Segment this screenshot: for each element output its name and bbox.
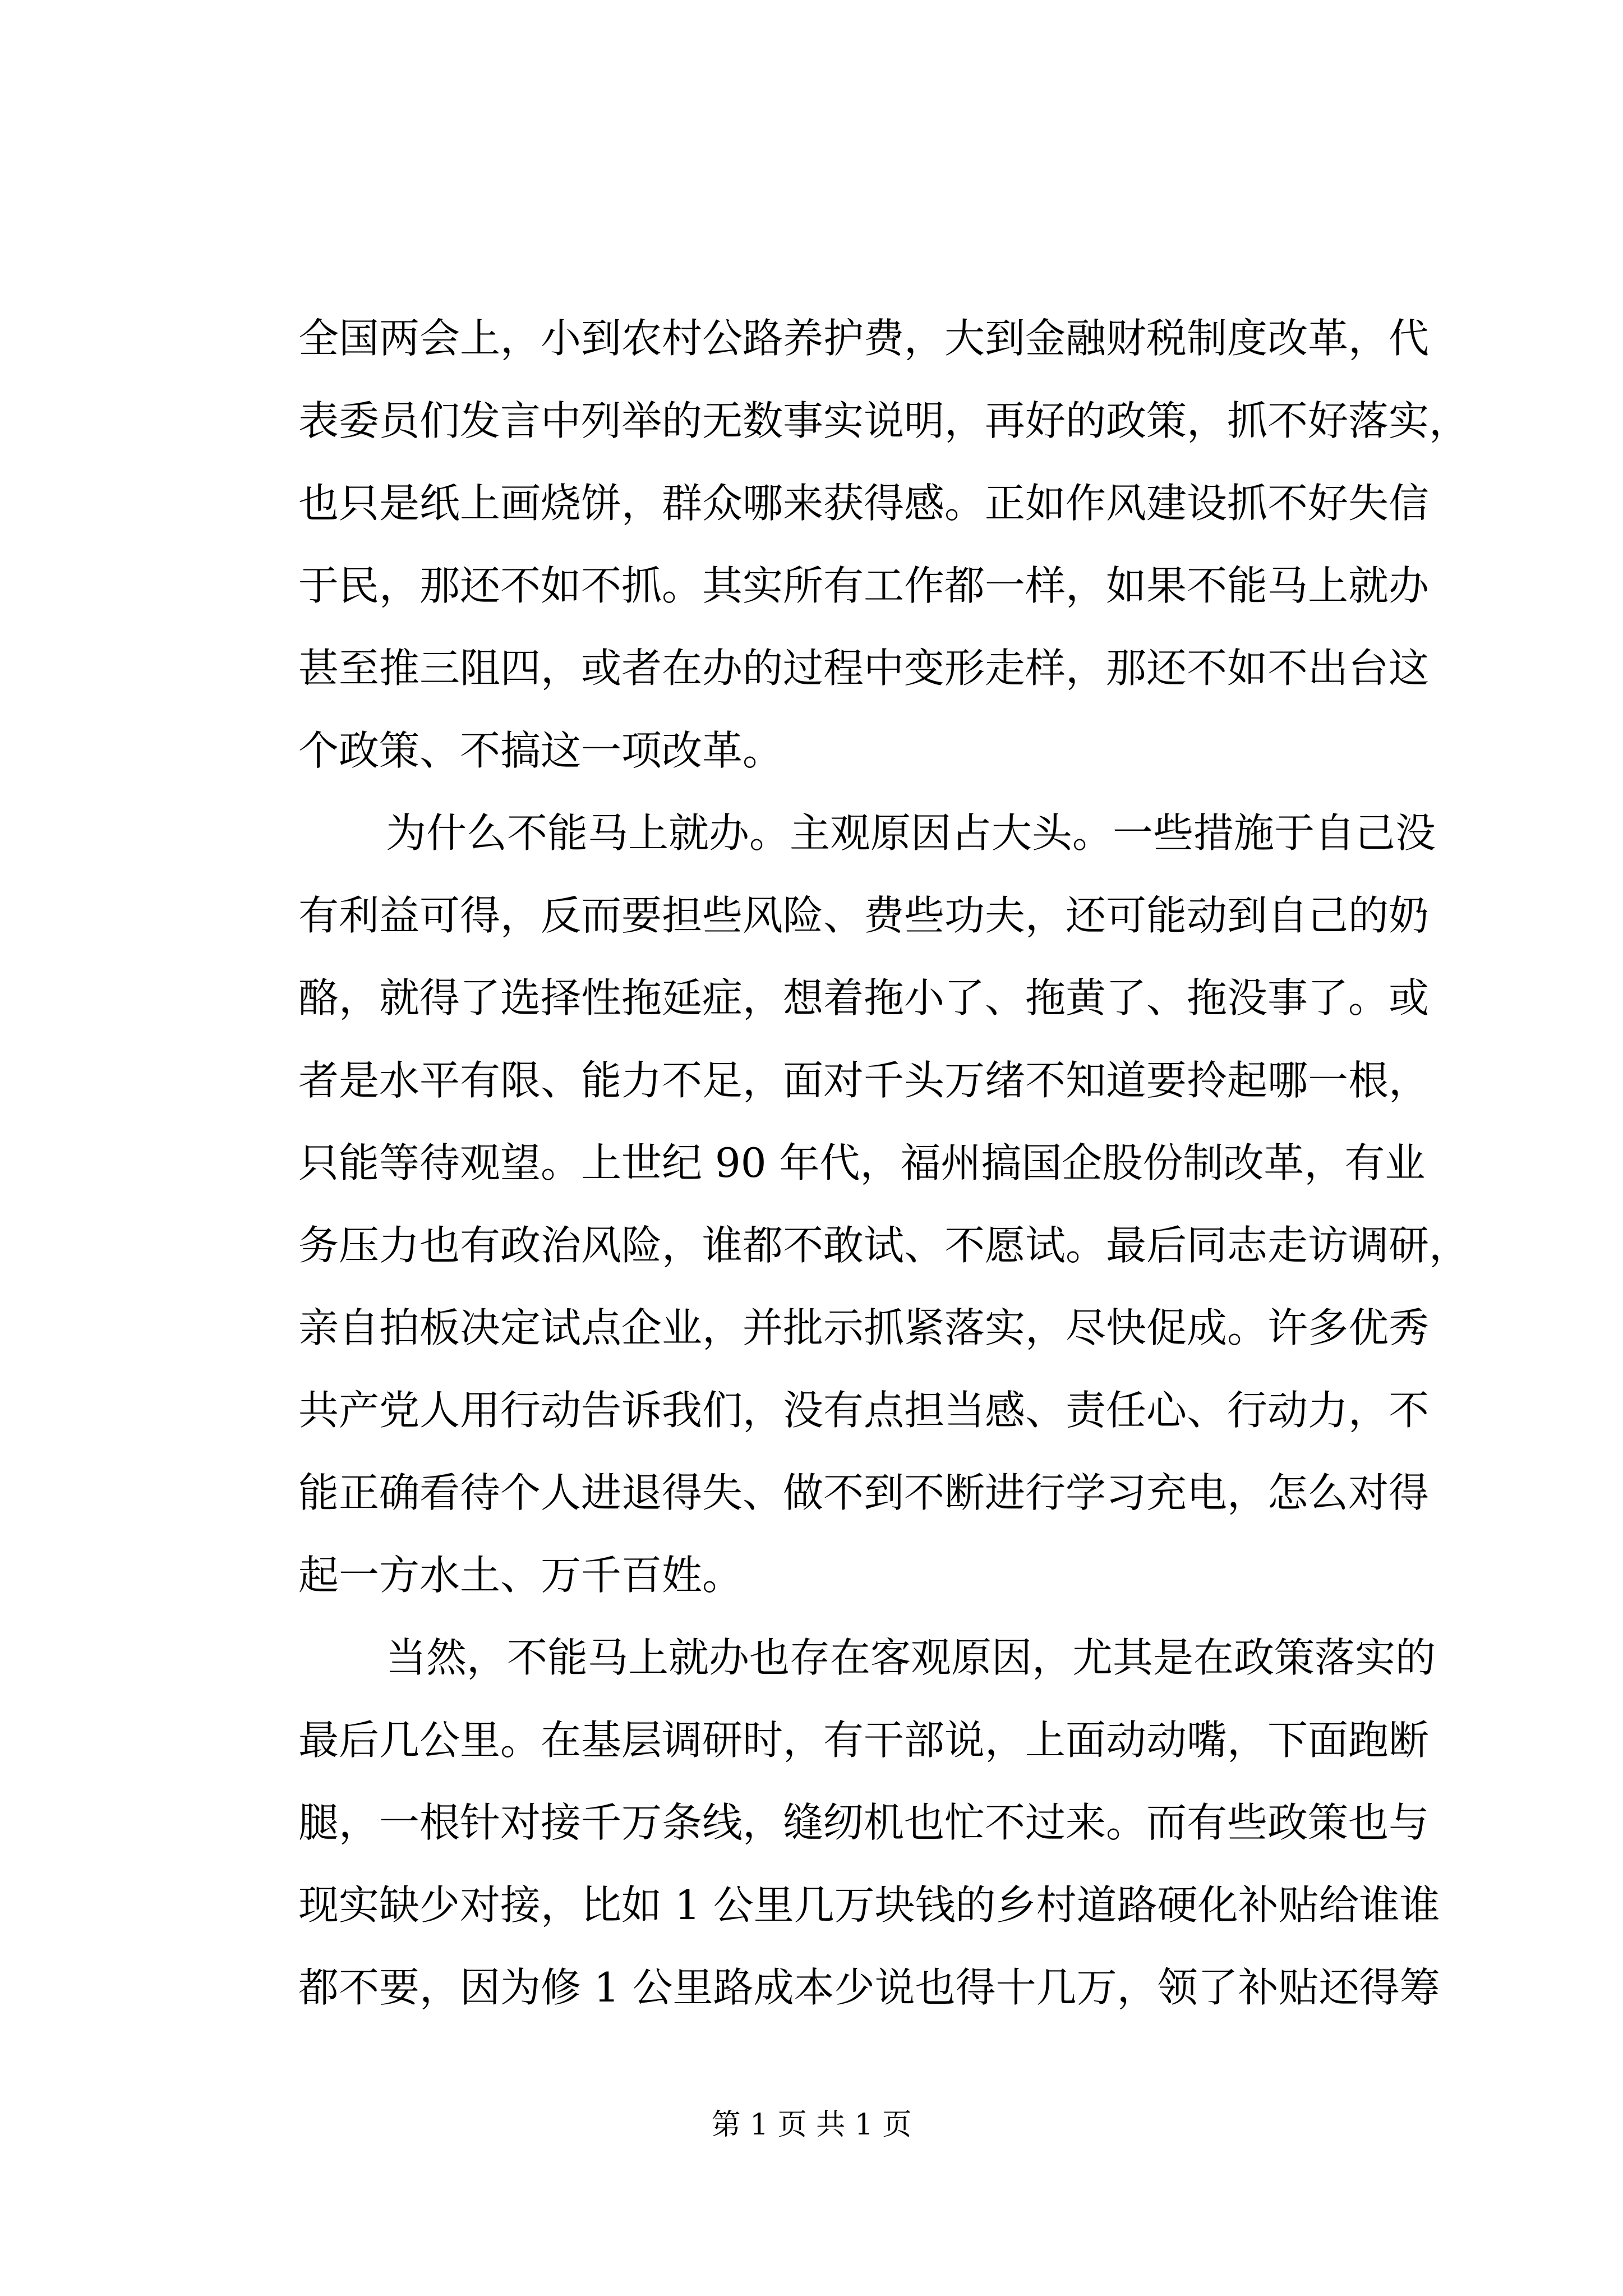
text-line: 当然，不能马上就办也存在客观原因，尤其是在政策落实的 bbox=[386, 1634, 1436, 1681]
text-line: 现实缺少对接，比如 1 公里几万块钱的乡村道路硬化补贴给谁谁 bbox=[298, 1881, 1440, 1929]
text-line: 全国两会上，小到农村公路养护费，大到金融财税制度改革，代 bbox=[298, 315, 1430, 362]
text-line: 个政策、不搞这一项改革。 bbox=[298, 727, 783, 774]
text-line: 亲自拍板决定试点企业，并批示抓紧落实，尽快促成。许多优秀 bbox=[298, 1304, 1430, 1351]
text-line: 起一方水土、万千百姓。 bbox=[298, 1552, 743, 1599]
text-line: 务压力也有政治风险，谁都不敢试、不愿试。最后同志走访调研， bbox=[298, 1222, 1470, 1269]
text-line: 甚至推三阻四，或者在办的过程中变形走样，那还不如不出台这 bbox=[298, 645, 1430, 692]
text-line: 酪，就得了选择性拖延症，想着拖小了、拖黄了、拖没事了。或 bbox=[298, 974, 1430, 1022]
text-line: 只能等待观望。上世纪 90 年代，福州搞国企股份制改革，有业 bbox=[298, 1139, 1426, 1186]
text-line: 表委员们发言中列举的无数事实说明，再好的政策，抓不好落实， bbox=[298, 397, 1470, 444]
text-line: 也只是纸上画烧饼，群众哪来获得感。正如作风建设抓不好失信 bbox=[298, 480, 1430, 527]
text-line: 于民，那还不如不抓。其实所有工作都一样，如果不能马上就办 bbox=[298, 562, 1430, 609]
text-line: 者是水平有限、能力不足，面对千头万绪不知道要拎起哪一根， bbox=[298, 1057, 1430, 1104]
text-line: 都不要，因为修 1 公里路成本少说也得十几万，领了补贴还得筹 bbox=[298, 1964, 1440, 2011]
text-line: 为什么不能马上就办。主观原因占大头。一些措施于自己没 bbox=[386, 809, 1436, 857]
text-line: 最后几公里。在基层调研时，有干部说，上面动动嘴，下面跑断 bbox=[298, 1717, 1430, 1764]
text-line: 能正确看待个人进退得失、做不到不断进行学习充电，怎么对得 bbox=[298, 1469, 1430, 1516]
page-footer: 第 1 页 共 1 页 bbox=[711, 2108, 912, 2142]
text-line: 有利益可得，反而要担些风险、费些功夫，还可能动到自己的奶 bbox=[298, 892, 1430, 939]
text-line: 腿，一根针对接千万条线，缝纫机也忙不过来。而有些政策也与 bbox=[298, 1799, 1430, 1846]
text-line: 共产党人用行动告诉我们，没有点担当感、责任心、行动力，不 bbox=[298, 1387, 1430, 1434]
